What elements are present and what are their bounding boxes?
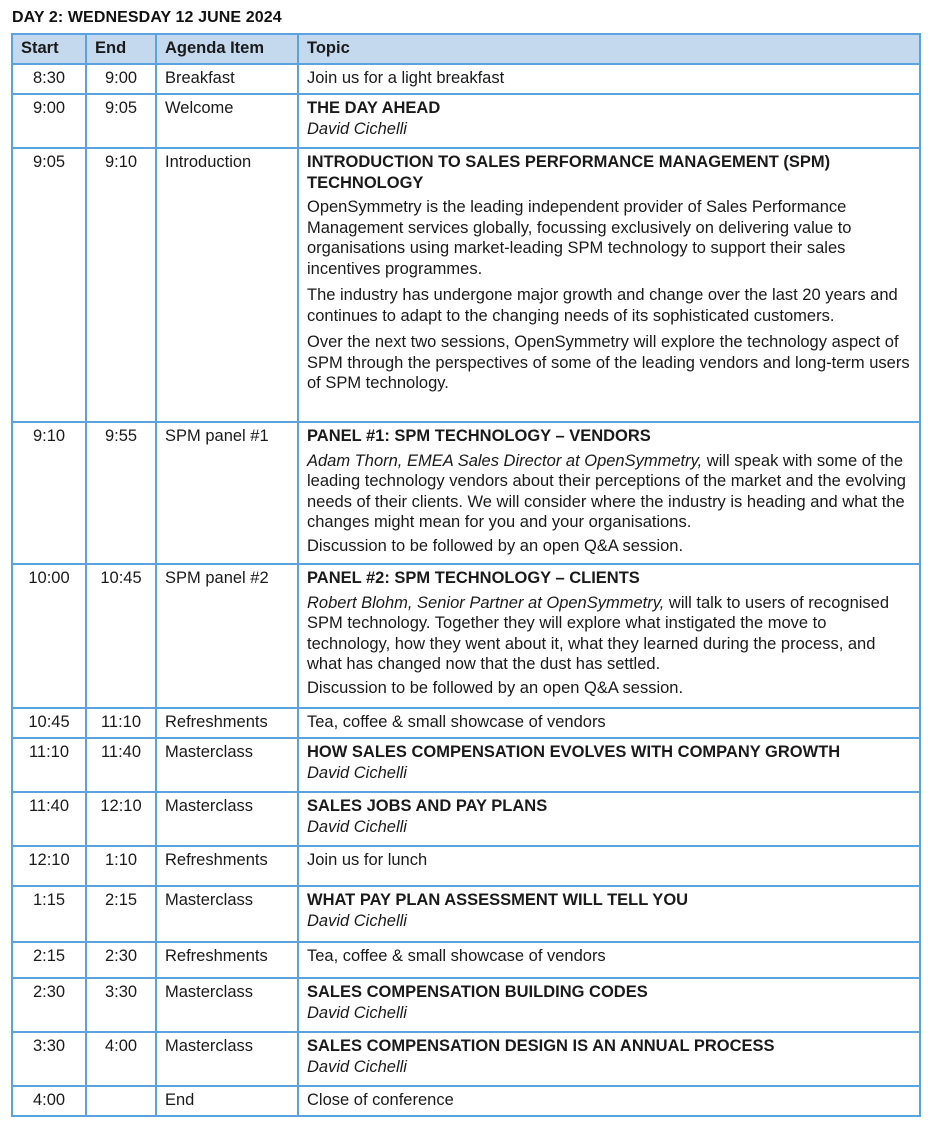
session-description-text: will talk to users of recognised SPM technology. Together they will explore what instigated the move to technology, how they went about it, what they learned during the process, and what has changed now that the dust has settled. — [307, 593, 890, 673]
start-time: 12:10 — [12, 846, 86, 886]
end-time: 11:40 — [86, 738, 156, 792]
session-description: OpenSymmetry is the leading independent provider of Sales Performance Management services globally, focussing exclusively on delivering value to organisations using market-leading SPM technology to support their sales incentives programmes. — [307, 198, 852, 278]
session-title: WHAT PAY PLAN ASSESSMENT WILL TELL YOU — [307, 891, 689, 909]
topic-text: Join us for a light breakfast — [307, 69, 505, 87]
agenda-table — [11, 33, 921, 1117]
speaker-name: David Cichelli — [307, 911, 407, 930]
agenda-row — [12, 846, 920, 886]
start-time: 8:30 — [12, 64, 86, 94]
session-description — [307, 593, 911, 675]
start-time: 2:30 — [12, 978, 86, 1032]
agenda-item: Masterclass — [156, 978, 298, 1032]
end-time: 9:55 — [86, 422, 156, 564]
agenda-item: Masterclass — [156, 1032, 298, 1086]
topic-cell — [298, 564, 920, 708]
agenda-row — [12, 978, 920, 1032]
session-description-text: will speak with some of the leading technology vendors about their perceptions of the market and the evolving needs of their clients. We will consider where the industry is heading and what the changes might mean for you and your organisations. — [307, 451, 906, 531]
end-time: 2:30 — [86, 942, 156, 978]
agenda-item: Masterclass — [156, 886, 298, 942]
topic-cell — [298, 422, 920, 564]
session-title: PANEL #1: SPM TECHNOLOGY – VENDORS — [307, 427, 651, 445]
topic-cell — [298, 738, 920, 792]
start-time: 1:15 — [12, 886, 86, 942]
agenda-row — [12, 886, 920, 942]
col-header-agenda-item: Agenda Item — [156, 34, 298, 64]
header-row — [12, 34, 920, 64]
speaker-name: David Cichelli — [307, 1003, 407, 1022]
session-description — [307, 451, 911, 533]
end-time: 10:45 — [86, 564, 156, 708]
end-time — [86, 1086, 156, 1116]
topic-cell — [298, 886, 920, 942]
agenda-row — [12, 64, 920, 94]
end-time: 11:10 — [86, 708, 156, 738]
topic-text: Close of conference — [307, 1091, 454, 1109]
end-time: 4:00 — [86, 1032, 156, 1086]
end-time: 9:00 — [86, 64, 156, 94]
end-time: 9:10 — [86, 148, 156, 422]
col-header-topic: Topic — [298, 34, 920, 64]
topic-cell — [298, 64, 920, 94]
qa-note: Discussion to be followed by an open Q&A session. — [307, 678, 684, 697]
col-header-end: End — [86, 34, 156, 64]
agenda-item: SPM panel #1 — [156, 422, 298, 564]
topic-cell — [298, 1032, 920, 1086]
end-time: 3:30 — [86, 978, 156, 1032]
agenda-item: Welcome — [156, 94, 298, 148]
agenda-row — [12, 738, 920, 792]
agenda-item: End — [156, 1086, 298, 1116]
session-title: SALES JOBS AND PAY PLANS — [307, 797, 548, 815]
start-time: 9:00 — [12, 94, 86, 148]
agenda-item: Introduction — [156, 148, 298, 422]
end-time: 1:10 — [86, 846, 156, 886]
topic-cell — [298, 94, 920, 148]
end-time: 2:15 — [86, 886, 156, 942]
start-time: 2:15 — [12, 942, 86, 978]
start-time: 4:00 — [12, 1086, 86, 1116]
session-title: INTRODUCTION TO SALES PERFORMANCE MANAGEMENT (SPM) TECHNOLOGY — [307, 153, 831, 192]
topic-text: Tea, coffee & small showcase of vendors — [307, 713, 606, 731]
agenda-item: Masterclass — [156, 792, 298, 846]
start-time: 10:45 — [12, 708, 86, 738]
agenda-item: Masterclass — [156, 738, 298, 792]
start-time: 3:30 — [12, 1032, 86, 1086]
qa-note: Discussion to be followed by an open Q&A session. — [307, 536, 684, 555]
moderator-name: Robert Blohm, Senior Partner at OpenSymmetry, — [307, 593, 665, 612]
session-description: Over the next two sessions, OpenSymmetry will explore the technology aspect of SPM through the perspectives of some of the leading vendors and long-term users of SPM technology. — [307, 333, 910, 392]
start-time: 9:05 — [12, 148, 86, 422]
session-title: SALES COMPENSATION DESIGN IS AN ANNUAL PROCESS — [307, 1037, 775, 1055]
topic-cell — [298, 148, 920, 422]
topic-cell — [298, 846, 920, 886]
speaker-name: David Cichelli — [307, 817, 407, 836]
agenda-row — [12, 1032, 920, 1086]
start-time: 10:00 — [12, 564, 86, 708]
agenda-row — [12, 708, 920, 738]
agenda-row — [12, 148, 920, 422]
agenda-row — [12, 942, 920, 978]
session-title: SALES COMPENSATION BUILDING CODES — [307, 983, 648, 1001]
agenda-row — [12, 564, 920, 708]
topic-text: Tea, coffee & small showcase of vendors — [307, 947, 606, 965]
end-time: 9:05 — [86, 94, 156, 148]
start-time: 11:10 — [12, 738, 86, 792]
topic-cell — [298, 942, 920, 978]
agenda-row — [12, 94, 920, 148]
session-title: HOW SALES COMPENSATION EVOLVES WITH COMPANY GROWTH — [307, 743, 841, 761]
topic-cell — [298, 792, 920, 846]
agenda-item: Breakfast — [156, 64, 298, 94]
agenda-rows — [12, 64, 920, 1116]
agenda-item: Refreshments — [156, 846, 298, 886]
speaker-name: David Cichelli — [307, 1057, 407, 1076]
start-time: 11:40 — [12, 792, 86, 846]
speaker-name: David Cichelli — [307, 119, 407, 138]
agenda-item: Refreshments — [156, 942, 298, 978]
agenda-row — [12, 792, 920, 846]
topic-cell — [298, 708, 920, 738]
topic-text: Join us for lunch — [307, 851, 428, 869]
agenda-item: Refreshments — [156, 708, 298, 738]
agenda-item: SPM panel #2 — [156, 564, 298, 708]
end-time: 12:10 — [86, 792, 156, 846]
topic-cell — [298, 1086, 920, 1116]
agenda-row — [12, 422, 920, 564]
col-header-start: Start — [12, 34, 86, 64]
moderator-name: Adam Thorn, EMEA Sales Director at OpenSymmetry, — [307, 451, 703, 470]
session-title: PANEL #2: SPM TECHNOLOGY – CLIENTS — [307, 569, 640, 587]
session-description: The industry has undergone major growth and change over the last 20 years and continues to adapt to the changing needs of its sophisticated customers. — [307, 286, 898, 325]
speaker-name: David Cichelli — [307, 763, 407, 782]
start-time: 9:10 — [12, 422, 86, 564]
session-title: THE DAY AHEAD — [307, 99, 441, 117]
day-heading: DAY 2: WEDNESDAY 12 JUNE 2024 — [12, 9, 282, 26]
agenda-row — [12, 1086, 920, 1116]
topic-cell — [298, 978, 920, 1032]
